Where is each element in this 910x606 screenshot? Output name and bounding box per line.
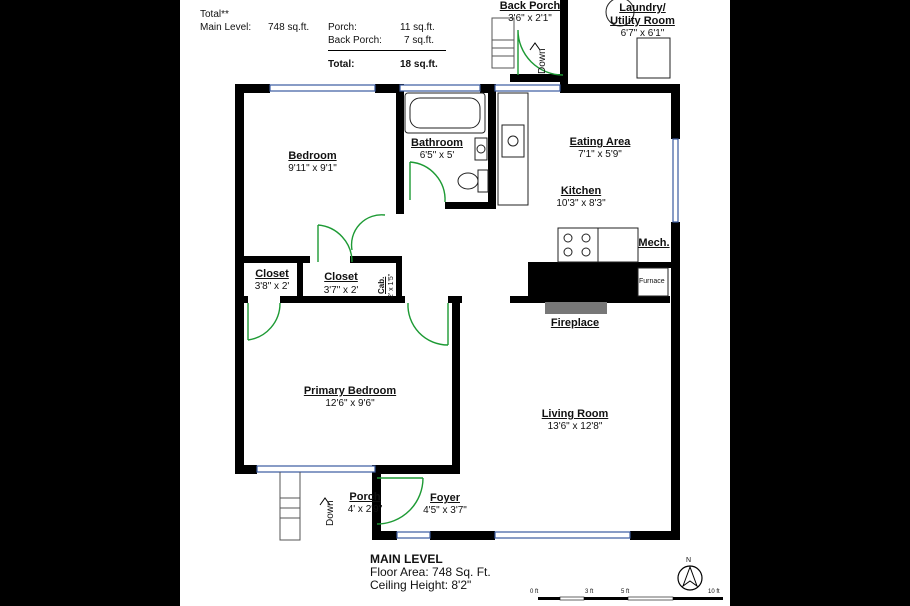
cab-name: Cab. xyxy=(377,276,386,294)
door-hall xyxy=(352,215,385,250)
wall-bottom-a xyxy=(235,465,257,474)
footer-floor-area: Floor Area: 748 Sq. Ft. xyxy=(370,565,491,579)
primary-bedroom-name: Primary Bedroom xyxy=(303,385,397,397)
kitchen-dims: 10'3" x 8'3" xyxy=(556,198,606,209)
wall-bed-bottom-b xyxy=(350,256,402,263)
closet1-dims: 3'8" x 2' xyxy=(254,281,290,292)
foyer-name: Foyer xyxy=(430,492,460,504)
footer-level: MAIN LEVEL xyxy=(370,552,443,566)
door-primary xyxy=(408,303,448,345)
furnace-label: Furnace xyxy=(639,278,665,285)
eating-area-dims: 7'1" x 5'9" xyxy=(578,149,622,160)
wall-bed-bath xyxy=(396,84,404,214)
summary-total-value: 18 sq.ft. xyxy=(400,59,438,70)
laundry-name-2: Utility Room xyxy=(610,15,675,27)
bathroom-name: Bathroom xyxy=(411,137,463,149)
bathtub-inner xyxy=(410,98,480,128)
porch-name: Porch xyxy=(349,491,381,503)
bathroom-dims: 6'5" x 5' xyxy=(419,150,455,161)
toilet-tank xyxy=(478,170,488,192)
door-bedroom-swing xyxy=(318,225,352,262)
washer xyxy=(637,38,670,78)
wall-closet-divider xyxy=(297,260,303,300)
wall-right-b xyxy=(671,222,680,540)
summary-total-label: Total: xyxy=(328,59,355,70)
foyer-dims: 4'5" x 3'7" xyxy=(423,505,467,516)
door-closet xyxy=(248,303,280,340)
mech-name: Mech. xyxy=(638,237,670,249)
wall-top-c xyxy=(560,84,675,93)
living-room-dims: 13'6" x 12'8" xyxy=(547,421,603,432)
laundry-name: Laundry/ xyxy=(619,2,666,14)
compass xyxy=(678,566,702,590)
back-porch-stairs xyxy=(492,18,514,68)
summary-porch-label: Porch: xyxy=(328,22,357,33)
wall-right-a xyxy=(671,84,680,139)
front-stair-box xyxy=(280,472,300,540)
wall-left xyxy=(235,84,244,474)
kitchen-name: Kitchen xyxy=(560,185,602,197)
living-room-name: Living Room xyxy=(541,408,609,420)
fireplace-grate xyxy=(545,302,607,314)
primary-bedroom-dims: 12'6" x 9'6" xyxy=(325,398,375,409)
window-east xyxy=(673,139,678,222)
fireplace-hearth xyxy=(510,296,670,303)
scale-tick-10: 10 ft xyxy=(708,589,720,595)
wall-foyer-bottom-a xyxy=(372,531,397,540)
bedroom-dims: 9'11" x 9'1" xyxy=(288,163,337,174)
summary-back-porch-label: Back Porch: xyxy=(328,35,382,46)
wall-closet-bottom-b xyxy=(280,296,405,303)
door-bathroom xyxy=(410,162,445,202)
wall-cab xyxy=(396,256,402,300)
scale-tick-5: 5 ft xyxy=(621,589,630,595)
walls xyxy=(235,0,680,540)
toilet-bowl xyxy=(458,173,478,189)
summary-rule xyxy=(328,50,446,51)
summary-main-level-value: 748 sq.ft. xyxy=(268,22,310,33)
summary-title: Total** xyxy=(200,9,229,20)
window-foyer xyxy=(397,532,430,538)
closet1-name: Closet xyxy=(255,268,289,280)
summary-back-porch-value: 7 sq.ft. xyxy=(404,35,435,46)
back-porch-dims: 3'6" x 2'1" xyxy=(508,13,552,24)
compass-letter: N xyxy=(686,557,692,564)
bedroom-name: Bedroom xyxy=(288,150,337,162)
closet2-name: Closet xyxy=(324,271,358,283)
window-living xyxy=(495,532,630,538)
closet2-dims: 3'7" x 2' xyxy=(323,285,359,296)
wall-primary-right xyxy=(452,296,460,474)
scale-bar xyxy=(538,597,723,600)
window-primary xyxy=(257,466,375,472)
back-stair-box xyxy=(492,18,514,68)
wall-foyer-bottom-b xyxy=(430,531,495,540)
back-porch-name: Back Porch xyxy=(499,0,561,12)
cab-dims: 2' x 1'5" xyxy=(388,273,395,298)
window-kitchen xyxy=(495,85,560,91)
stove xyxy=(558,228,598,262)
window-bedroom xyxy=(270,85,375,91)
eating-area-name: Eating Area xyxy=(569,136,631,148)
summary-porch-value: 11 sq.ft. xyxy=(400,22,435,33)
floor-plan-sheet xyxy=(180,0,730,606)
scale-tick-0: 0 ft xyxy=(530,589,539,595)
scale-tick-3: 3 ft xyxy=(585,589,594,595)
wall-bath-bottom xyxy=(445,202,496,209)
wall-bottom-b xyxy=(375,465,460,474)
footer-ceiling: Ceiling Height: 8'2" xyxy=(370,578,472,592)
window-bathroom xyxy=(400,85,480,91)
summary-main-level-label: Main Level: xyxy=(200,22,252,33)
front-stairs-down-label: Down xyxy=(325,500,336,526)
wall-bath-right xyxy=(488,84,496,209)
back-stairs-down-label: Down xyxy=(537,48,548,74)
laundry-dims: 6'7" x 6'1" xyxy=(620,28,665,39)
wall-closet-bottom-a xyxy=(235,296,248,303)
counter-right xyxy=(598,228,638,262)
porch-dims: 4' x 2'9" xyxy=(347,504,383,515)
fireplace-name: Fireplace xyxy=(550,317,600,329)
wall-mech xyxy=(635,262,675,268)
